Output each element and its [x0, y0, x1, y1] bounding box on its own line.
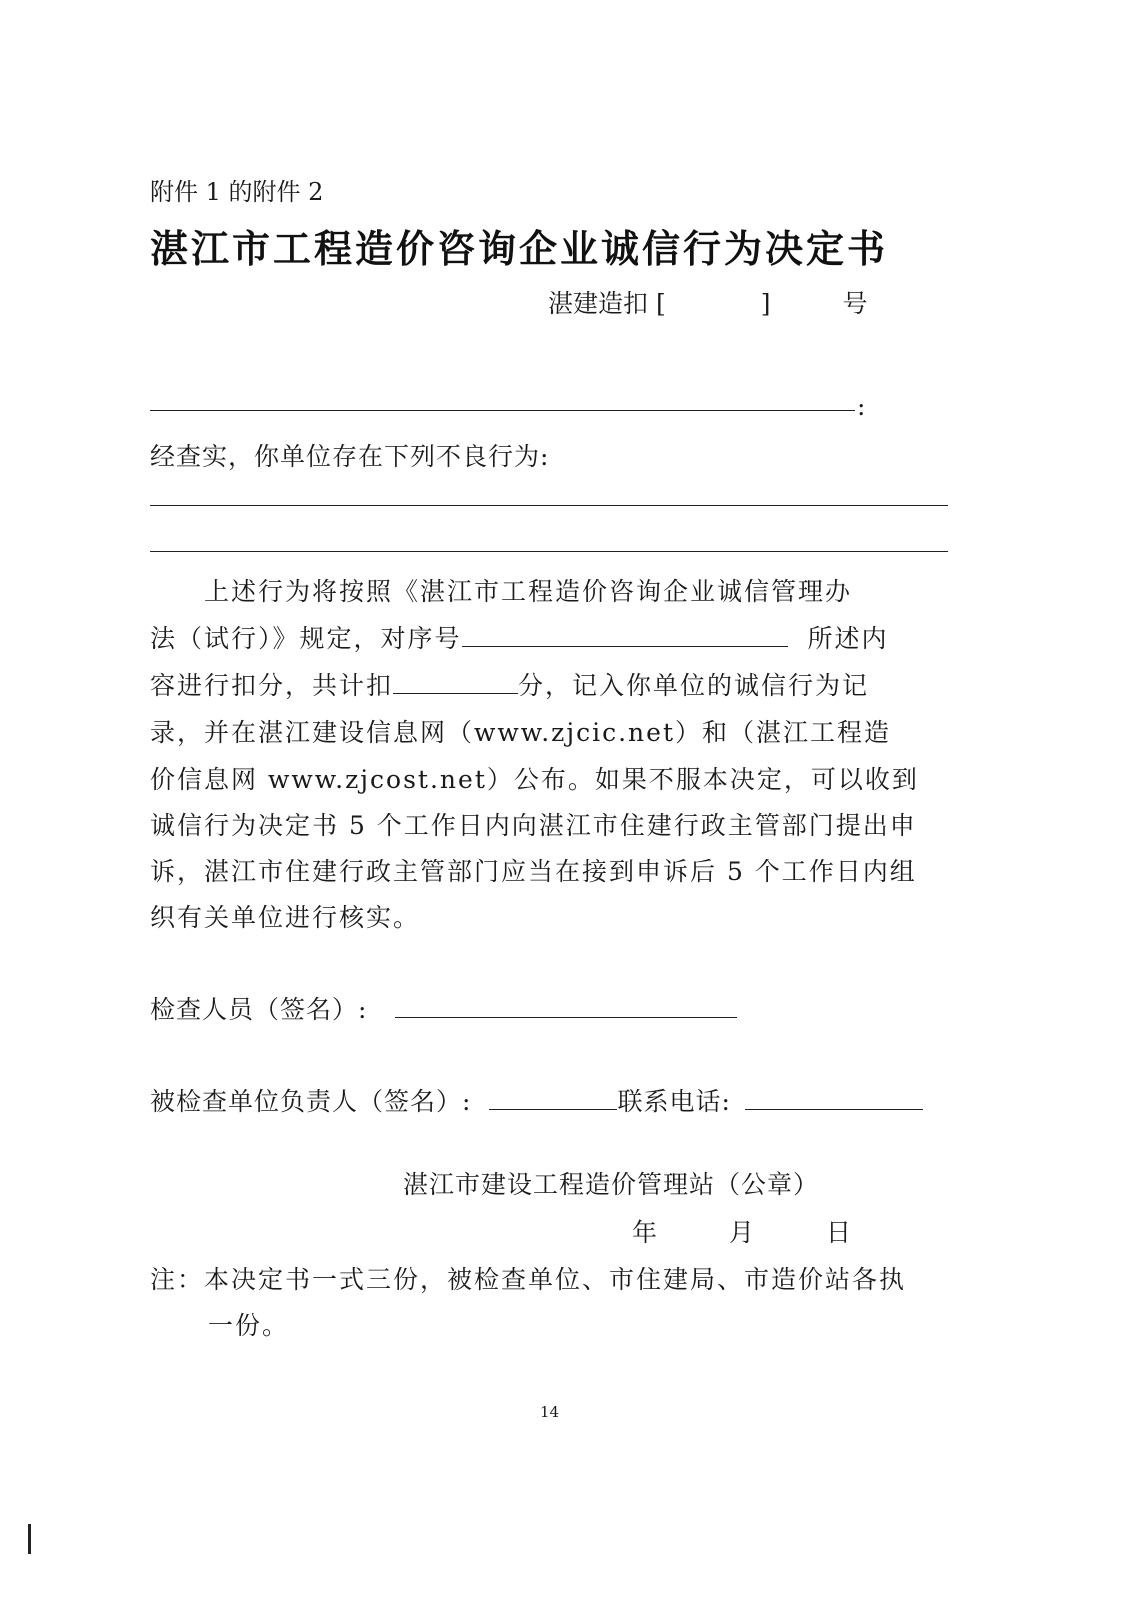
paragraph-line-1: 上述行为将按照《湛江市工程造价咨询企业诚信管理办: [150, 577, 853, 606]
doc-number-prefix: 湛建造扣 [: [548, 289, 666, 318]
page-number: 14: [540, 1403, 560, 1421]
issuer-stamp: 湛江市建设工程造价管理站（公章）: [403, 1170, 820, 1199]
unit-head-signature-field[interactable]: [489, 1087, 617, 1110]
paragraph-line-6: 诚信行为决定书 5 个工作日内向湛江市住建行政主管部门提出申: [150, 811, 917, 840]
date-year: 年: [632, 1218, 658, 1247]
document-number: [548, 284, 867, 320]
note-line-2: 一份。: [208, 1311, 290, 1340]
date-day: 日: [826, 1218, 852, 1247]
addressee-field[interactable]: [150, 410, 855, 411]
paragraph-line-2-text: 法（试行）》规定，对序号: [150, 624, 462, 653]
document-title: 湛江市工程造价咨询企业诚信行为决定书: [150, 226, 889, 271]
phone-field[interactable]: [745, 1087, 923, 1110]
doc-number-suffix: 号: [842, 289, 868, 318]
inspector-label: 检查人员（签名）:: [150, 995, 368, 1024]
note-line-1: 注：本决定书一式三份，被检查单位、市住建局、市造价站各执: [150, 1265, 907, 1294]
attachment-label: 附件 1 的附件 2: [150, 178, 324, 206]
paragraph-line-4: 录，并在湛江建设信息网（www.zjcic.net）和（湛江工程造: [150, 718, 891, 747]
scan-edge-mark: [28, 1524, 31, 1554]
unit-head-label: 被检查单位负责人（签名）:: [150, 1087, 472, 1116]
inspector-signature-row: [150, 990, 737, 1026]
phone-label: 联系电话:: [617, 1087, 731, 1116]
paragraph-line-7: 诉，湛江市住建行政主管部门应当在接到申诉后 5 个工作日内组: [150, 857, 917, 886]
paragraph-line-2: [150, 619, 889, 655]
addressee-colon: :: [857, 392, 866, 421]
paragraph-line-3-end: 分，记入你单位的诚信行为记: [518, 671, 870, 700]
deducted-points-field[interactable]: [393, 671, 518, 694]
violation-field-2[interactable]: [150, 551, 948, 552]
issue-date: [632, 1213, 851, 1249]
paragraph-line-8: 织有关单位进行核实。: [150, 903, 421, 932]
paragraph-line-3-text: 容进行扣分，共计扣: [150, 671, 394, 700]
paragraph-line-2-end: 所述内: [807, 624, 889, 653]
paragraph-line-3: [150, 666, 869, 702]
doc-number-bracket-close: ]: [760, 289, 771, 318]
finding-intro: 经查实，你单位存在下列不良行为:: [150, 442, 550, 471]
date-month: 月: [729, 1218, 755, 1247]
item-number-field[interactable]: [462, 624, 788, 647]
inspector-signature-field[interactable]: [395, 995, 737, 1018]
violation-field-1[interactable]: [150, 505, 948, 506]
unit-head-signature-row: [150, 1082, 923, 1118]
paragraph-line-5: 价信息网 www.zjcost.net）公布。如果不服本决定，可以收到: [150, 765, 919, 794]
